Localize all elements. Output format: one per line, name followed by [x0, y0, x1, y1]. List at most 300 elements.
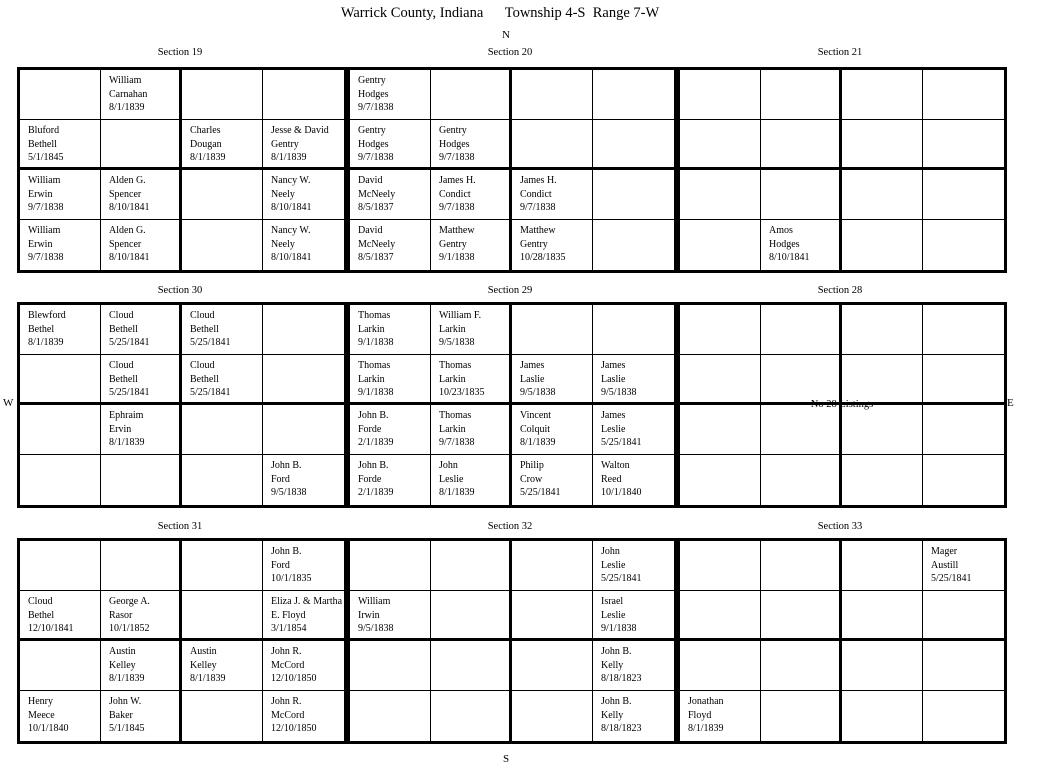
parcel-cell: [680, 591, 761, 641]
parcel-cell: [20, 70, 101, 120]
parcel-cell: [761, 70, 842, 120]
parcel-entry: [439, 174, 476, 215]
purchase-date: 8/10/1841: [769, 252, 810, 264]
parcel-cell: [350, 541, 431, 591]
section-label: Section 20: [487, 47, 533, 58]
parcel-cell: [350, 120, 431, 170]
parcel-cell: [761, 120, 842, 170]
owner-name: Meece: [28, 709, 55, 721]
parcel-cell: [680, 541, 761, 591]
parcel-cell: [101, 691, 182, 741]
owner-name: Spencer: [109, 238, 142, 250]
purchase-date: 8/1/1839: [190, 673, 226, 685]
purchase-date: 9/7/1838: [520, 202, 556, 214]
owner-name: John B.: [358, 410, 389, 421]
parcel-cell: [101, 305, 182, 355]
parcel-cell: [431, 691, 512, 741]
parcel-cell: [182, 691, 263, 741]
owner-name: Austill: [931, 559, 959, 571]
parcel-entry: [601, 359, 637, 400]
parcel-cell: [923, 541, 1004, 591]
purchase-date: 9/7/1838: [439, 202, 475, 214]
parcel-cell: [431, 405, 512, 455]
owner-name: Bluford: [28, 125, 60, 136]
parcel-entry: [190, 124, 226, 165]
parcel-cell: [923, 691, 1004, 741]
owner-name: Larkin: [439, 423, 466, 435]
parcel-cell: [182, 455, 263, 505]
parcel-entry: [358, 595, 394, 636]
owner-name: McNeely: [358, 238, 396, 250]
parcel-cell: [923, 305, 1004, 355]
owner-name: Erwin: [28, 238, 53, 250]
owner-name: Larkin: [358, 323, 385, 335]
owner-name: Amos: [769, 225, 793, 236]
parcel-entry: [28, 124, 64, 165]
purchase-date: 5/25/1841: [601, 573, 642, 585]
parcel-cell: [431, 455, 512, 505]
compass-east: E: [1007, 397, 1014, 409]
owner-name: William: [358, 596, 391, 607]
parcel-entry: [439, 124, 475, 165]
owner-name: Kelley: [190, 659, 217, 671]
owner-name: Ford: [271, 559, 290, 571]
parcel-cell: [761, 220, 842, 270]
parcel-entry: [358, 224, 395, 265]
owner-name: Gentry: [271, 138, 299, 150]
purchase-date: 9/5/1838: [271, 487, 307, 499]
parcel-entry: [601, 695, 642, 736]
parcel-cell: [680, 120, 761, 170]
parcel-cell: [350, 170, 431, 220]
parcel-cell: [20, 541, 101, 591]
owner-name: Matthew: [439, 225, 475, 236]
owner-name: Hodges: [769, 238, 800, 250]
owner-name: Cloud: [109, 360, 134, 371]
parcel-cell: [101, 120, 182, 170]
owner-name: Cloud: [190, 310, 215, 321]
owner-name: Bethell: [28, 138, 57, 150]
purchase-date: 5/25/1841: [190, 387, 231, 399]
owner-name: E. Floyd: [271, 609, 306, 621]
parcel-cell: [512, 170, 593, 220]
parcel-entry: [271, 595, 342, 636]
purchase-date: 9/7/1838: [439, 437, 475, 449]
parcel-cell: [350, 591, 431, 641]
owner-name: James H.: [439, 175, 476, 186]
section-grid: [677, 538, 1007, 744]
parcel-entry: [601, 595, 637, 636]
purchase-date: 2/1/1839: [358, 437, 394, 449]
section-label: Section 30: [157, 285, 203, 296]
parcel-entry: [271, 124, 329, 165]
purchase-date: 5/25/1841: [109, 337, 150, 349]
parcel-cell: [101, 541, 182, 591]
page-title: Warrick County, Indiana Township 4-S Range 7-W: [340, 5, 660, 21]
owner-name: McNeely: [358, 188, 396, 200]
parcel-cell: [431, 591, 512, 641]
purchase-date: 8/5/1837: [358, 202, 394, 214]
parcel-cell: [182, 591, 263, 641]
owner-name: James: [520, 360, 545, 371]
parcel-cell: [512, 305, 593, 355]
purchase-date: 8/10/1841: [271, 252, 312, 264]
parcel-cell: [593, 405, 674, 455]
parcel-cell: [680, 170, 761, 220]
parcel-entry: [520, 224, 566, 265]
parcel-cell: [593, 220, 674, 270]
purchase-date: 12/10/1841: [28, 623, 74, 635]
section-grid: [347, 538, 677, 744]
parcel-cell: [761, 541, 842, 591]
parcel-cell: [431, 541, 512, 591]
owner-name: John B.: [601, 696, 632, 707]
parcel-entry: [439, 359, 485, 400]
section-grid: [677, 302, 1007, 508]
parcel-cell: [512, 120, 593, 170]
parcel-entry: [109, 645, 145, 686]
parcel-cell: [842, 355, 923, 405]
parcel-cell: [101, 405, 182, 455]
owner-name: Thomas: [439, 410, 472, 421]
owner-name: Nancy W.: [271, 225, 311, 236]
owner-name: James: [601, 410, 626, 421]
purchase-date: 12/10/1850: [271, 673, 317, 685]
purchase-date: 8/10/1841: [109, 202, 150, 214]
parcel-cell: [20, 305, 101, 355]
parcel-cell: [512, 641, 593, 691]
parcel-cell: [842, 120, 923, 170]
owner-name: Jonathan: [688, 696, 724, 707]
parcel-cell: [263, 355, 344, 405]
parcel-cell: [263, 70, 344, 120]
owner-name: Laslie: [601, 373, 626, 385]
purchase-date: 9/7/1838: [28, 252, 64, 264]
parcel-cell: [20, 641, 101, 691]
parcel-cell: [512, 220, 593, 270]
owner-name: Austin: [190, 646, 217, 657]
owner-name: Israel: [601, 596, 624, 607]
owner-name: Kelly: [601, 659, 624, 671]
owner-name: Bethel: [28, 609, 55, 621]
purchase-date: 8/1/1839: [439, 487, 475, 499]
parcel-cell: [182, 405, 263, 455]
owner-name: Nancy W.: [271, 175, 311, 186]
section-label: Section 33: [817, 521, 863, 532]
parcel-cell: [842, 305, 923, 355]
parcel-entry: [109, 74, 147, 115]
parcel-cell: [923, 220, 1004, 270]
owner-name: James: [601, 360, 626, 371]
parcel-entry: [190, 645, 226, 686]
purchase-date: 8/1/1839: [520, 437, 556, 449]
owner-name: McCord: [271, 659, 305, 671]
owner-name: Carnahan: [109, 88, 148, 100]
parcel-entry: [520, 459, 561, 500]
parcel-entry: [358, 124, 394, 165]
parcel-cell: [350, 220, 431, 270]
parcel-entry: [358, 459, 394, 500]
parcel-entry: [601, 459, 642, 500]
parcel-cell: [512, 455, 593, 505]
parcel-cell: [680, 220, 761, 270]
parcel-cell: [593, 305, 674, 355]
owner-name: Cloud: [190, 360, 215, 371]
parcel-entry: [28, 309, 66, 350]
parcel-cell: [263, 170, 344, 220]
parcel-cell: [263, 120, 344, 170]
parcel-cell: [101, 355, 182, 405]
parcel-cell: [761, 405, 842, 455]
parcel-cell: [101, 220, 182, 270]
parcel-cell: [761, 355, 842, 405]
purchase-date: 8/1/1839: [190, 152, 226, 164]
parcel-cell: [761, 691, 842, 741]
parcel-cell: [350, 355, 431, 405]
owner-name: Bethell: [190, 373, 219, 385]
purchase-date: 9/5/1838: [358, 623, 394, 635]
owner-name: John: [601, 546, 620, 557]
parcel-cell: [842, 541, 923, 591]
purchase-date: 8/18/1823: [601, 723, 642, 735]
parcel-cell: [593, 355, 674, 405]
section-label: Section 32: [487, 521, 533, 532]
parcel-cell: [923, 170, 1004, 220]
parcel-cell: [512, 691, 593, 741]
purchase-date: 8/10/1841: [271, 202, 312, 214]
owner-name: James H.: [520, 175, 557, 186]
parcel-cell: [101, 455, 182, 505]
parcel-cell: [512, 591, 593, 641]
parcel-cell: [842, 455, 923, 505]
parcel-cell: [593, 641, 674, 691]
owner-name: Bethel: [28, 323, 55, 335]
parcel-entry: [358, 174, 395, 215]
owner-name: John W.: [109, 696, 142, 707]
compass-west: W: [3, 397, 14, 409]
section-grid: [677, 67, 1007, 273]
parcel-entry: [358, 309, 394, 350]
owner-name: John B.: [271, 460, 302, 471]
owner-name: William: [109, 75, 142, 86]
purchase-date: 12/10/1850: [271, 723, 317, 735]
purchase-date: 5/25/1841: [109, 387, 150, 399]
owner-name: Cloud: [109, 310, 134, 321]
parcel-cell: [842, 591, 923, 641]
parcel-cell: [20, 591, 101, 641]
owner-name: David: [358, 175, 383, 186]
owner-name: Erwin: [28, 188, 53, 200]
parcel-cell: [20, 170, 101, 220]
parcel-cell: [593, 455, 674, 505]
owner-name: William F.: [439, 310, 482, 321]
section-label: Section 21: [817, 47, 863, 58]
purchase-date: 9/1/1838: [358, 337, 394, 349]
parcel-cell: [923, 591, 1004, 641]
owner-name: Ervin: [109, 423, 132, 435]
parcel-cell: [431, 170, 512, 220]
purchase-date: 5/25/1841: [931, 573, 972, 585]
parcel-cell: [182, 120, 263, 170]
parcel-entry: [439, 224, 475, 265]
parcel-cell: [680, 305, 761, 355]
purchase-date: 8/1/1839: [109, 673, 145, 685]
parcel-cell: [350, 70, 431, 120]
parcel-cell: [20, 220, 101, 270]
owner-name: Irwin: [358, 609, 380, 621]
owner-name: Laslie: [520, 373, 545, 385]
owner-name: Bethell: [109, 373, 138, 385]
parcel-cell: [680, 691, 761, 741]
parcel-cell: [263, 591, 344, 641]
owner-name: John B.: [601, 646, 632, 657]
parcel-cell: [842, 220, 923, 270]
purchase-date: 5/1/1845: [109, 723, 145, 735]
owner-name: John R.: [271, 696, 302, 707]
parcel-cell: [263, 641, 344, 691]
purchase-date: 10/28/1835: [520, 252, 566, 264]
owner-name: Gentry: [520, 238, 548, 250]
owner-name: George A.: [109, 596, 150, 607]
parcel-cell: [263, 220, 344, 270]
owner-name: Alden G.: [109, 225, 146, 236]
owner-name: Condict: [520, 188, 552, 200]
parcel-cell: [20, 355, 101, 405]
purchase-date: 8/10/1841: [109, 252, 150, 264]
parcel-entry: [520, 174, 557, 215]
purchase-date: 5/25/1841: [601, 437, 642, 449]
section-grid: [17, 67, 347, 273]
purchase-date: 9/5/1838: [601, 387, 637, 399]
section-grid: [17, 538, 347, 744]
parcel-entry: [520, 359, 556, 400]
purchase-date: 10/23/1835: [439, 387, 485, 399]
owner-name: Kelley: [109, 659, 136, 671]
purchase-date: 10/1/1835: [271, 573, 312, 585]
parcel-cell: [512, 355, 593, 405]
parcel-entry: [271, 174, 312, 215]
purchase-date: 9/1/1838: [358, 387, 394, 399]
owner-name: John: [439, 460, 458, 471]
compass-south: S: [503, 753, 510, 765]
parcel-cell: [350, 641, 431, 691]
parcel-entry: [109, 695, 145, 736]
parcel-cell: [593, 70, 674, 120]
parcel-entry: [109, 174, 150, 215]
owner-name: Hodges: [358, 88, 389, 100]
owner-name: Leslie: [601, 559, 626, 571]
section-label: Section 28: [817, 285, 863, 296]
parcel-entry: [358, 409, 394, 450]
parcel-entry: [358, 74, 394, 115]
owner-name: McCord: [271, 709, 305, 721]
owner-name: Leslie: [601, 609, 626, 621]
purchase-date: 8/1/1839: [271, 152, 307, 164]
parcel-cell: [923, 405, 1004, 455]
owner-name: Henry: [28, 696, 53, 707]
owner-name: Gentry: [358, 75, 386, 86]
parcel-cell: [593, 170, 674, 220]
parcel-cell: [761, 170, 842, 220]
owner-name: Leslie: [439, 473, 464, 485]
owner-name: Larkin: [439, 323, 466, 335]
parcel-cell: [680, 455, 761, 505]
parcel-entry: [271, 695, 317, 736]
parcel-cell: [923, 70, 1004, 120]
parcel-cell: [263, 405, 344, 455]
owner-name: Philip: [520, 460, 544, 471]
owner-name: Eliza J. & Martha: [271, 596, 343, 607]
owner-name: John R.: [271, 646, 302, 657]
owner-name: Forde: [358, 473, 382, 485]
parcel-cell: [20, 691, 101, 741]
owner-name: Alden G.: [109, 175, 146, 186]
parcel-entry: [688, 695, 724, 736]
owner-name: John B.: [358, 460, 389, 471]
parcel-cell: [431, 305, 512, 355]
parcel-entry: [109, 359, 150, 400]
parcel-entry: [271, 545, 312, 586]
owner-name: William: [28, 175, 61, 186]
parcel-cell: [842, 70, 923, 120]
owner-name: Neely: [271, 238, 295, 250]
parcel-cell: [263, 691, 344, 741]
parcel-cell: [350, 455, 431, 505]
parcel-cell: [350, 405, 431, 455]
parcel-cell: [182, 541, 263, 591]
purchase-date: 9/5/1838: [520, 387, 556, 399]
parcel-cell: [263, 305, 344, 355]
parcel-cell: [761, 305, 842, 355]
parcel-entry: [439, 459, 475, 500]
owner-name: Jesse & David: [271, 125, 329, 136]
owner-name: Reed: [601, 473, 622, 485]
parcel-cell: [431, 70, 512, 120]
parcel-cell: [761, 455, 842, 505]
parcel-cell: [431, 120, 512, 170]
parcel-cell: [761, 641, 842, 691]
parcel-entry: [28, 174, 64, 215]
owner-name: Ephraim: [109, 410, 144, 421]
parcel-cell: [923, 355, 1004, 405]
owner-name: Vincent: [520, 410, 552, 421]
owner-name: Hodges: [439, 138, 470, 150]
parcel-cell: [842, 691, 923, 741]
purchase-date: 2/1/1839: [358, 487, 394, 499]
parcel-entry: [271, 645, 317, 686]
parcel-cell: [182, 641, 263, 691]
owner-name: Thomas: [358, 360, 391, 371]
owner-name: Mager: [931, 546, 958, 557]
parcel-entry: [769, 224, 810, 265]
parcel-entry: [28, 695, 69, 736]
section-label: Section 19: [157, 47, 203, 58]
purchase-date: 8/5/1837: [358, 252, 394, 264]
purchase-date: 10/1/1840: [28, 723, 69, 735]
purchase-date: 9/7/1838: [439, 152, 475, 164]
parcel-cell: [593, 691, 674, 741]
parcel-entry: [601, 409, 642, 450]
parcel-cell: [680, 641, 761, 691]
parcel-entry: [271, 224, 312, 265]
parcel-cell: [263, 455, 344, 505]
owner-name: Blewford: [28, 310, 66, 321]
section-label: Section 31: [157, 521, 203, 532]
parcel-entry: [190, 309, 231, 350]
owner-name: William: [28, 225, 61, 236]
purchase-date: 9/7/1838: [358, 102, 394, 114]
owner-name: Colquit: [520, 423, 551, 435]
